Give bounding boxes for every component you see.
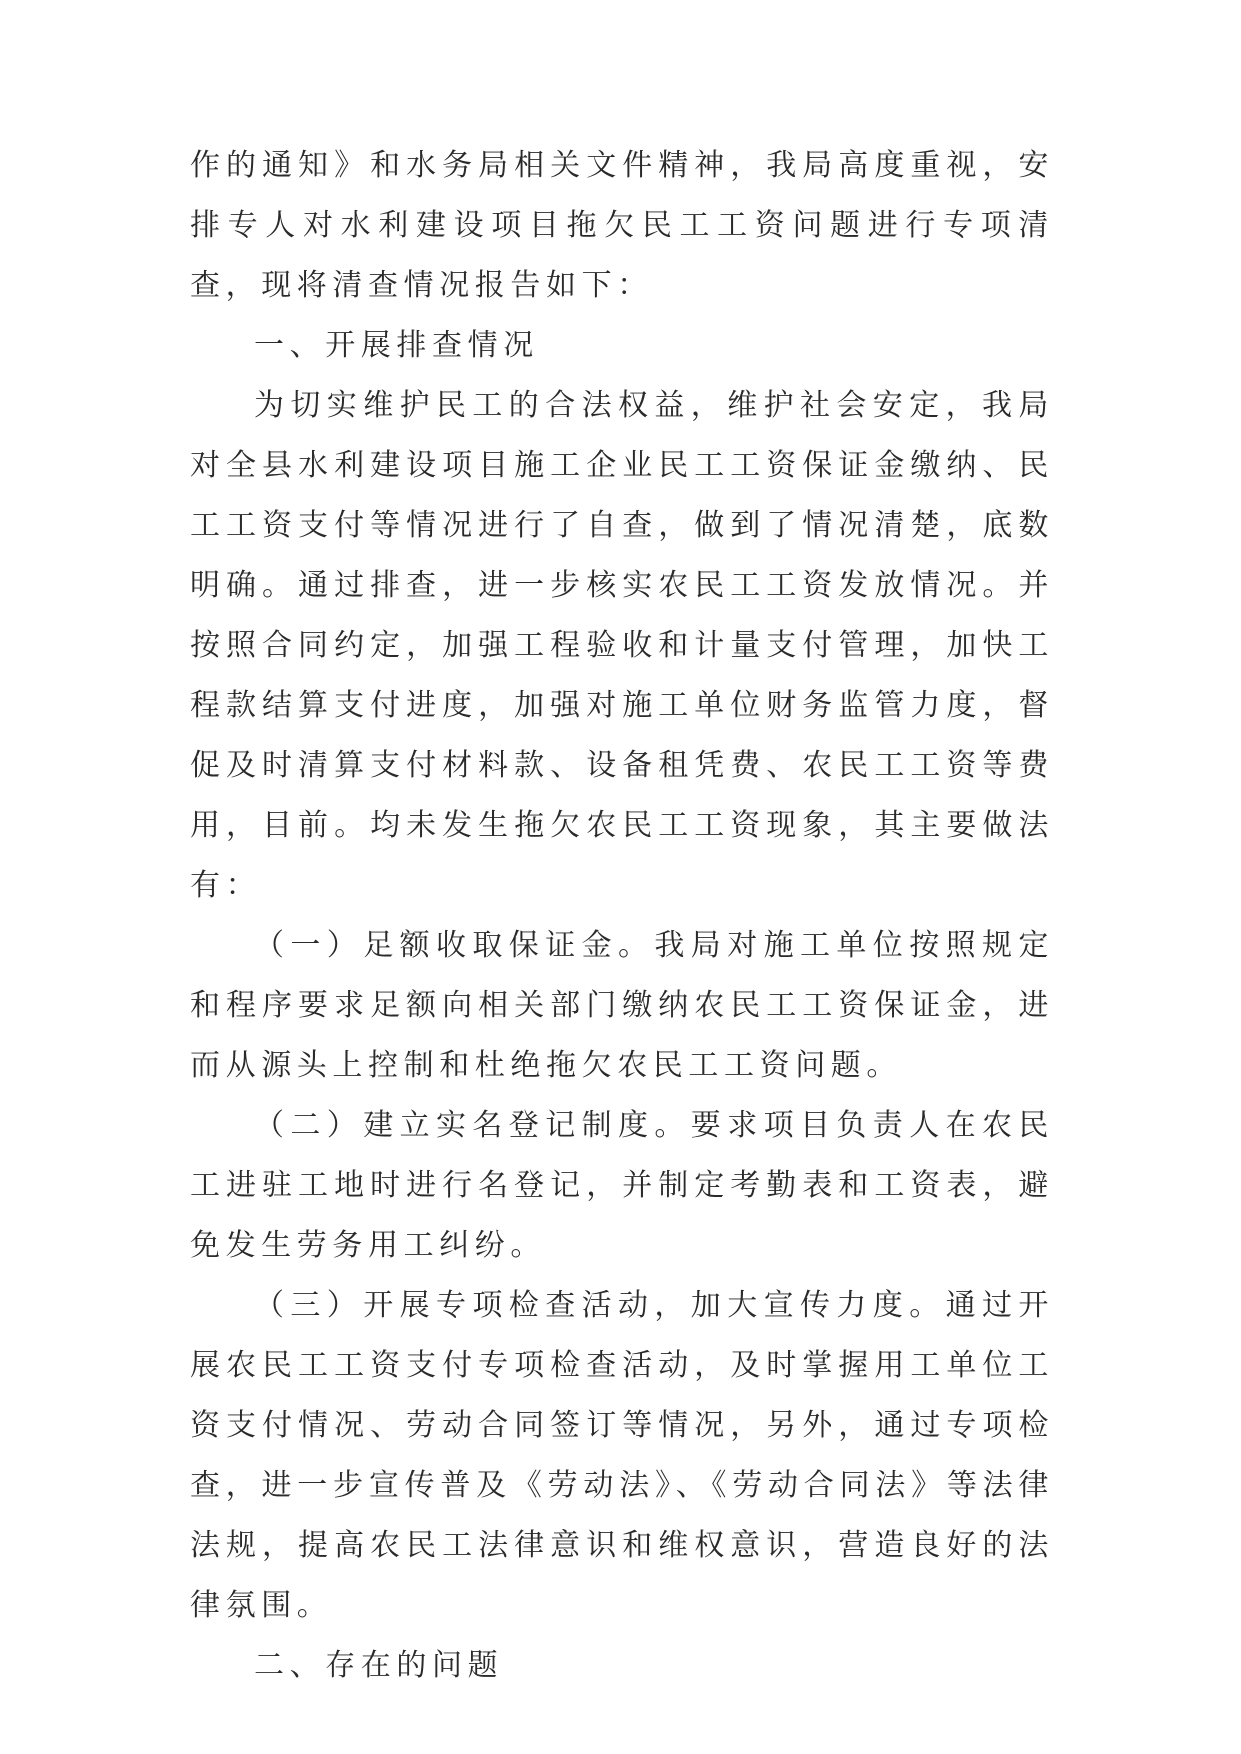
paragraph-continuation: 作的通知》和水务局相关文件精神，我局高度重视，安排专人对水利建设项目拖欠民工工资问题进行专项清查，现将清查情况报告如下：	[190, 148, 1054, 303]
section-heading-investigation: 一、开展排查情况	[254, 328, 539, 363]
section-heading-problems: 二、存在的问题	[254, 1648, 504, 1683]
paragraph-measure-registration: （二）建立实名登记制度。要求项目负责人在农民工进驻工地时进行名登记，并制定考勤表和工资表，避免发生劳务用工纠纷。	[190, 1108, 1054, 1263]
paragraph-investigation-summary: 为切实维护民工的合法权益，维护社会安定，我局对全县水利建设项目施工企业民工工资保证金缴纳、民工工资支付等情况进行了自查，做到了情况清楚，底数明确。通过排查，进一步核实农民工工资发放情况。并按照合同约定，加强工程验收和计量支付管理，加快工程款结算支付进度，加强对施工单位财务监管力度，督促及时清算支付材料款、设备租凭费、农民工工资等费用，目前。均未发生拖欠农民工工资现象，其主要做法有：	[190, 388, 1054, 903]
paragraph-measure-deposit: （一）足额收取保证金。我局对施工单位按照规定和程序要求足额向相关部门缴纳农民工工资保证金，进而从源头上控制和杜绝拖欠农民工工资问题。	[190, 928, 1054, 1083]
paragraph-measure-inspection: （三）开展专项检查活动，加大宣传力度。通过开展农民工工资支付专项检查活动，及时掌握用工单位工资支付情况、劳动合同签订等情况，另外，通过专项检查，进一步宣传普及《劳动法》、《劳动合同法》等法律法规，提高农民工法律意识和维权意识，营造良好的法律氛围。	[190, 1288, 1054, 1623]
document-body	[190, 136, 1054, 1696]
